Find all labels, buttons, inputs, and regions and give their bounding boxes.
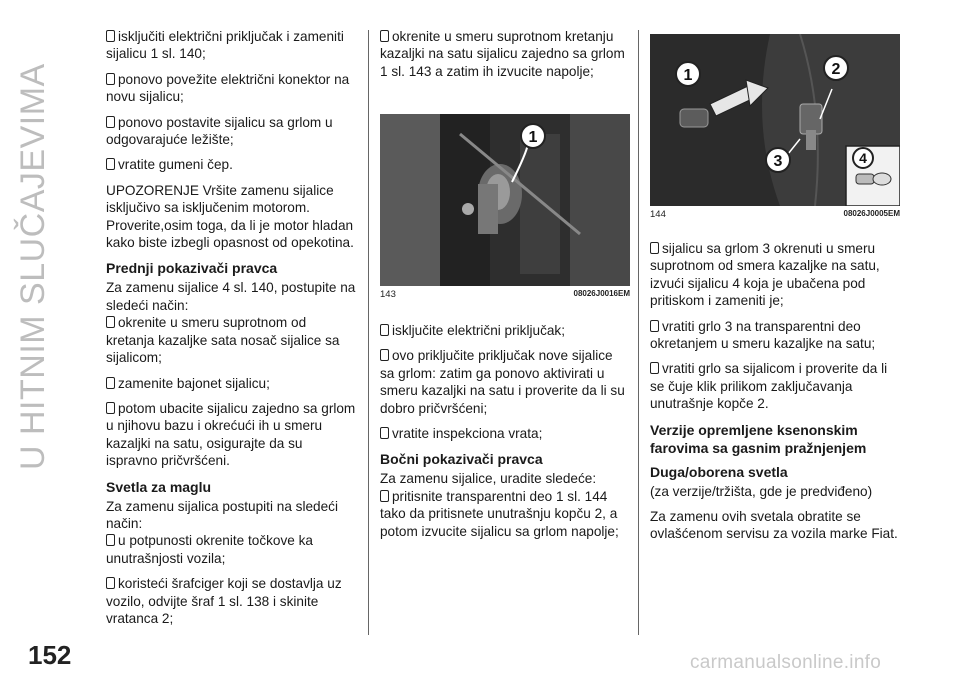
watermark: carmanualsonline.info [690, 652, 882, 673]
column-1 [106, 28, 356, 627]
heading-xenon-versions: Verzije opremljene ksenonskim farovima sa gasnim pražnjenjem [650, 421, 867, 456]
section-side-title: U HITNIM SLUČAJEVIMA [14, 63, 52, 470]
paragraph: Za zamenu sijalice 4 sl. 140, postupite na sledeći način: [106, 280, 356, 313]
bullet-item: isključite električni priključak; [380, 322, 630, 339]
checkbox-bullet-icon [106, 377, 115, 389]
checkbox-bullet-icon [650, 242, 659, 254]
checkbox-bullet-icon [380, 490, 389, 502]
checkbox-bullet-icon [380, 427, 389, 439]
checkbox-bullet-icon [106, 316, 115, 328]
figure-callout-1: 1 [683, 67, 693, 84]
bullet-item: okrenite u smeru suprotnom kretanju kazaljki na satu sijalicu zajedno sa grlom 1 sl. 143 a zatim ih izvucite napolje; [380, 29, 625, 79]
checkbox-bullet-icon [380, 30, 389, 42]
figure-callout-3: 3 [773, 153, 783, 170]
bullet-item: ponovo postavite sijalicu sa grlom u odgovarajuće ležište; [106, 114, 333, 148]
column-2-lower [380, 322, 630, 540]
checkbox-bullet-icon [106, 158, 115, 170]
checkbox-bullet-icon [106, 402, 115, 414]
bullet-item: sijalicu sa grlom 3 okrenuti u smeru suprotnom od smera kazaljke na satu, izvući sijalicu 4 koja je ubačena pod pritiskom i zameniti je; [650, 241, 880, 309]
column-divider [368, 30, 369, 635]
bullet-item: pritisnite transparentni deo 1 sl. 144 tako da pritisnete unutrašnju kopču 2, a potom izvucite sijalicu sa grlom napolje; [380, 488, 619, 539]
checkbox-bullet-icon [106, 116, 115, 128]
column-divider [638, 30, 639, 635]
heading-front-indicators: Prednji pokazivači pravca [106, 260, 278, 277]
checkbox-bullet-icon [380, 349, 389, 361]
checkbox-bullet-icon [650, 320, 659, 332]
figure-143-image [380, 114, 630, 286]
bullet-item: vratiti grlo 3 na transparentni deo okretanjem u smeru kazaljke na satu; [650, 318, 876, 352]
figure-number: 144 [650, 209, 666, 220]
checkbox-bullet-icon [380, 324, 389, 336]
column-3 [650, 240, 900, 551]
figure-144-image [650, 34, 900, 206]
column-2 [380, 28, 630, 80]
figure-code: 08026J0016EM [573, 289, 630, 298]
checkbox-bullet-icon [106, 73, 115, 85]
heading-side-indicators: Bočni pokazivači pravca [380, 451, 543, 468]
figure-callout-2: 2 [831, 61, 841, 78]
checkbox-bullet-icon [106, 534, 115, 546]
bullet-item: u potpunosti okrenite točkove ka unutrašnjosti vozila; [106, 533, 313, 566]
page-number: 152 [28, 640, 72, 670]
figure-144-drawing [650, 34, 900, 206]
figure-143-caption [380, 289, 630, 300]
bullet-item: okrenite u smeru suprotnom od kretanja kazaljke sata nosač sijalice sa sijalicom; [106, 315, 340, 366]
paragraph: Za zamenu sijalica postupiti na sledeći način: [106, 498, 338, 531]
bullet-item: vratite inspekciona vrata; [380, 425, 630, 442]
checkbox-bullet-icon [650, 362, 659, 374]
figure-143-drawing [380, 114, 630, 286]
paragraph: (za verzije/tržišta, gde je predviđeno) [650, 483, 873, 499]
bullet-item: zamenite bajonet sijalicu; [106, 375, 356, 392]
warning-paragraph: UPOZORENJE Vršite zamenu sijalice isključivo sa isključenim motorom. Proverite,osim toga, da li je motor hladan kako biste izbegli opasnost od opekotina. [106, 182, 354, 251]
bullet-item: ovo priključite priključak nove sijalice sa grlom: zatim ga ponovo aktivirati u smeru kazaljki na satu i proverite da li su dobro pričvršćeni; [380, 348, 625, 416]
bullet-item: vratite gumeni čep. [106, 156, 356, 173]
heading-high-low-beams: Duga/oborena svetla [650, 463, 788, 480]
paragraph: Za zamenu sijalice, uradite sledeće: [380, 471, 597, 487]
figure-number: 143 [380, 289, 396, 300]
heading-fog-lights: Svetla za maglu [106, 478, 212, 495]
bullet-item: ponovo povežite električni konektor na novu sijalicu; [106, 71, 350, 105]
bullet-item: potom ubacite sijalicu zajedno sa grlom u njihovu bazu i okrećući ih u smeru kazaljki na satu, osigurajte da su ispravno pričvršćeni. [106, 400, 356, 469]
figure-callout-4: 4 [859, 150, 867, 166]
figure-144-caption [650, 209, 900, 220]
checkbox-bullet-icon [106, 577, 115, 589]
checkbox-bullet-icon [106, 30, 115, 42]
figure-code: 08026J0005EM [843, 209, 900, 218]
bullet-item: isključiti električni priključak i zameniti sijalicu 1 sl. 140; [106, 29, 344, 62]
paragraph: Za zamenu ovih svetala obratite se ovlašćenom servisu za vozila marke Fiat. [650, 509, 898, 542]
bullet-item: vratiti grlo sa sijalicom i proverite da li se čuje klik prilikom zaključavanja unutrašnje kopče 2. [650, 361, 888, 412]
bullet-item: koristeći šrafciger koji se dostavlja uz vozilo, odvijte šraf 1 sl. 138 i skinite vratanca 2; [106, 576, 342, 626]
figure-callout-1: 1 [528, 129, 538, 146]
